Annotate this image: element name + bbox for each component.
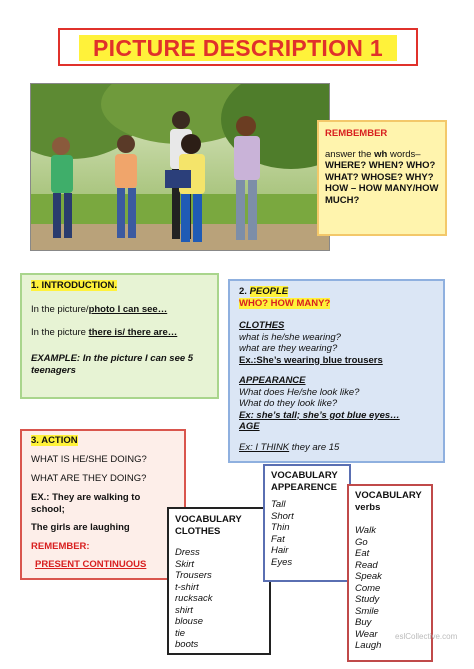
list-item: Dress (175, 547, 200, 558)
people-box (228, 279, 445, 463)
action-question-1: WHAT IS HE/SHE DOING? (31, 454, 147, 465)
list-item: tie (175, 627, 186, 639)
remember-line1-post: words– (387, 148, 421, 160)
introduction-heading: 1. INTRODUCTION. (31, 280, 118, 291)
list-item: Tall (271, 499, 286, 510)
photo-illustration (31, 84, 330, 251)
people-subheading: WHO? HOW MANY? (239, 297, 331, 309)
age-title: AGE (239, 421, 260, 432)
appearance-question-2: What do they look like? (239, 398, 338, 409)
vocabulary-clothes-title: VOCABULARY CLOTHES (175, 514, 242, 537)
vocabulary-clothes-list (175, 547, 263, 651)
list-item: Eat (355, 548, 370, 559)
list-item: Fat (271, 533, 285, 545)
remember-questions: WHERE? WHEN? WHO? WHAT? WHOSE? WHY? HOW – HOW MANY/HOW MUCH? (325, 160, 439, 206)
appearance-example: Ex: she’s tall; she’s got blue eyes… (239, 409, 400, 421)
list-item: t-shirt (175, 581, 199, 593)
introduction-line2-underlined: there is/ there are… (88, 327, 178, 338)
introduction-line2-pre: In the picture (31, 327, 89, 338)
title-frame (58, 28, 418, 66)
people-heading-word: PEOPLE (249, 286, 289, 297)
people-heading-number: 2. (239, 286, 250, 297)
action-example-2: The girls are laughing (31, 522, 130, 533)
action-box (20, 429, 186, 580)
introduction-line1 (31, 304, 208, 316)
list-item: Smile (355, 605, 379, 617)
clothes-question-2: what are they wearing? (239, 343, 338, 354)
introduction-example: EXAMPLE: In the picture I can see 5 teenagers (31, 353, 194, 376)
vocabulary-clothes-box (167, 507, 271, 655)
age-example-rest: they are 15 (289, 441, 340, 453)
remember-instruction (325, 149, 439, 161)
vocabulary-appearance-box (263, 464, 351, 582)
remember-heading: REMBEMBER (325, 128, 388, 139)
vocabulary-appearance-title: VOCABULARY APPEARENCE (271, 470, 338, 493)
action-example: EX.: They are walking to school; (31, 492, 141, 515)
appearance-question-1: What does He/she look like? (239, 386, 360, 398)
list-item: Thin (271, 522, 290, 533)
remember-line1-bold: wh (374, 148, 388, 160)
action-heading: 3. ACTION (31, 435, 78, 446)
introduction-box (20, 273, 219, 399)
list-item: Go (355, 536, 368, 548)
action-remember: REMEMBER: (31, 541, 90, 552)
list-item: Walk (355, 525, 376, 536)
list-item: rucksack (175, 593, 213, 604)
list-item: Buy (355, 617, 372, 628)
clothes-title: CLOTHES (239, 320, 285, 331)
action-question-2: WHAT ARE THEY DOING? (31, 473, 147, 484)
remember-line1-pre: answer the (325, 148, 375, 160)
introduction-line2 (31, 327, 208, 339)
vocabulary-appearance-list (271, 499, 343, 568)
list-item: Skirt (175, 558, 194, 570)
list-item: blouse (175, 616, 203, 627)
list-item: Speak (355, 571, 382, 582)
list-item: Short (271, 510, 294, 522)
introduction-line1-pre: In the picture/ (31, 304, 89, 315)
list-item: Study (355, 594, 380, 605)
list-item: Read (355, 559, 378, 571)
list-item: boots (175, 639, 199, 650)
list-item: Eyes (271, 556, 293, 568)
page-title: PICTURE DESCRIPTION 1 (79, 35, 397, 61)
age-example-underlined: Ex: I THINK (239, 441, 290, 453)
people-heading (239, 286, 434, 298)
students-photo (30, 83, 330, 251)
list-item: Laugh (355, 640, 382, 651)
watermark: eslCollective.com (395, 632, 458, 641)
list-item: Come (355, 582, 381, 594)
remember-box (317, 120, 447, 236)
list-item: shirt (175, 604, 193, 616)
clothes-question-1: what is he/she wearing? (239, 331, 341, 343)
list-item: Hair (271, 545, 289, 556)
action-tense: PRESENT CONTINUOUS (35, 559, 147, 570)
list-item: Trousers (175, 570, 212, 581)
list-item: Wear (355, 628, 378, 640)
introduction-line1-underlined: photo I can see… (88, 304, 168, 315)
appearance-title: APPEARANCE (239, 375, 306, 386)
vocabulary-verbs-title: VOCABULARY verbs (355, 490, 422, 513)
age-example (239, 442, 434, 454)
clothes-example: Ex.:She’s wearing blue trousers (239, 354, 383, 366)
